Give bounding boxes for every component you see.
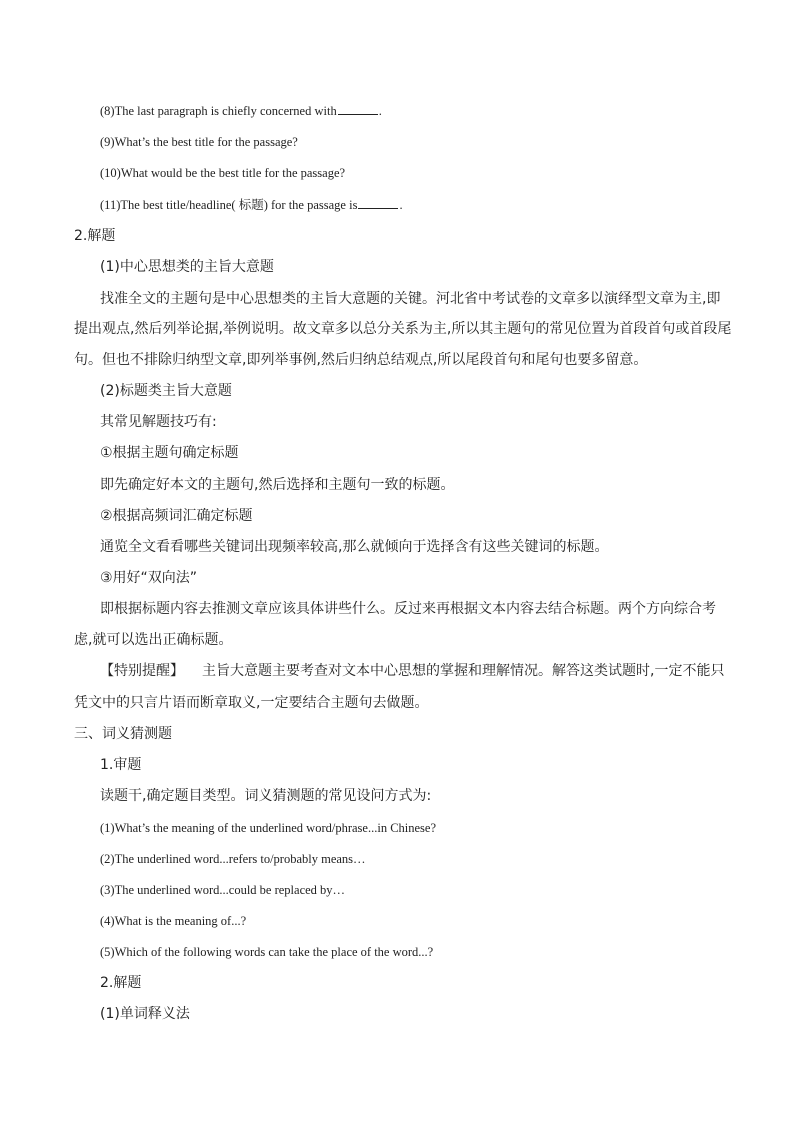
paragraph-line: 通览全文看看哪些关键词出现频率较高,那么就倾向于选择含有这些关键词的标题。 (100, 539, 609, 555)
answer-blank (338, 104, 378, 115)
paragraph-line: 虑,就可以选出正确标题。 (74, 632, 233, 648)
question-form-5: (5)Which of the following words can take the place of the word...? (100, 945, 434, 959)
paragraph-line: 提出观点,然后列举论据,举例说明。故文章多以总分关系为主,所以其主题句的常见位置为首段首句或首段尾 (74, 321, 732, 337)
section-heading-word-guess: 三、词义猜测题 (74, 726, 172, 742)
question-8-period: . (378, 104, 382, 118)
question-9-line: (9)What’s the best title for the passage? (100, 135, 298, 149)
subheading-main-idea: (1)中心思想类的主旨大意题 (100, 259, 274, 275)
section-heading-solve: 2.解题 (74, 228, 116, 244)
question-11-text: (11)The best title/headline( 标题) for the passage is (100, 198, 358, 212)
answer-blank (358, 198, 398, 209)
question-8-line (100, 104, 382, 118)
question-form-1: (1)What’s the meaning of the underlined word/phrase...in Chinese? (100, 821, 437, 835)
question-10-line: (10)What would be the best title for the passage? (100, 166, 346, 180)
subheading-solve-2: 2.解题 (100, 975, 142, 991)
tip-item-3: ③用好“双向法” (100, 570, 198, 586)
special-reminder-line (100, 664, 724, 678)
paragraph-line: 凭文中的只言片语而断章取义,一定要结合主题句去做题。 (74, 695, 429, 711)
question-11-line (100, 198, 403, 212)
special-reminder-text: 主旨大意题主要考查对文本中心思想的掌握和理解情况。解答这类试题时,一定不能只 (202, 663, 725, 679)
paragraph-line: 读题干,确定题目类型。词义猜测题的常见设问方式为: (100, 788, 432, 804)
tip-item-2: ②根据高频词汇确定标题 (100, 508, 253, 524)
question-form-4: (4)What is the meaning of...? (100, 914, 247, 928)
tip-item-1: ①根据主题句确定标题 (100, 445, 239, 461)
paragraph-line: 即先确定好本文的主题句,然后选择和主题句一致的标题。 (100, 477, 455, 493)
question-11-period: . (399, 198, 403, 212)
subheading-word-definition: (1)单词释义法 (100, 1006, 190, 1022)
special-reminder-label: 【特别提醒】 (100, 663, 184, 679)
subheading-title-type: (2)标题类主旨大意题 (100, 383, 232, 399)
question-8-text: (8)The last paragraph is chiefly concerned with (100, 104, 337, 118)
paragraph-line: 句。但也不排除归纳型文章,即列举事例,然后归纳总结观点,所以尾段首句和尾句也要多留意。 (74, 352, 648, 368)
paragraph-line: 其常见解题技巧有: (100, 414, 217, 430)
subheading-read: 1.审题 (100, 757, 142, 773)
question-form-3: (3)The underlined word...could be replaced by… (100, 883, 346, 897)
question-form-2: (2)The underlined word...refers to/probably means… (100, 852, 366, 866)
paragraph-line: 即根据标题内容去推测文章应该具体讲些什么。反过来再根据文本内容去结合标题。两个方向综合考 (100, 601, 716, 617)
paragraph-line: 找准全文的主题句是中心思想类的主旨大意题的关键。河北省中考试卷的文章多以演绎型文章为主,即 (100, 291, 721, 307)
